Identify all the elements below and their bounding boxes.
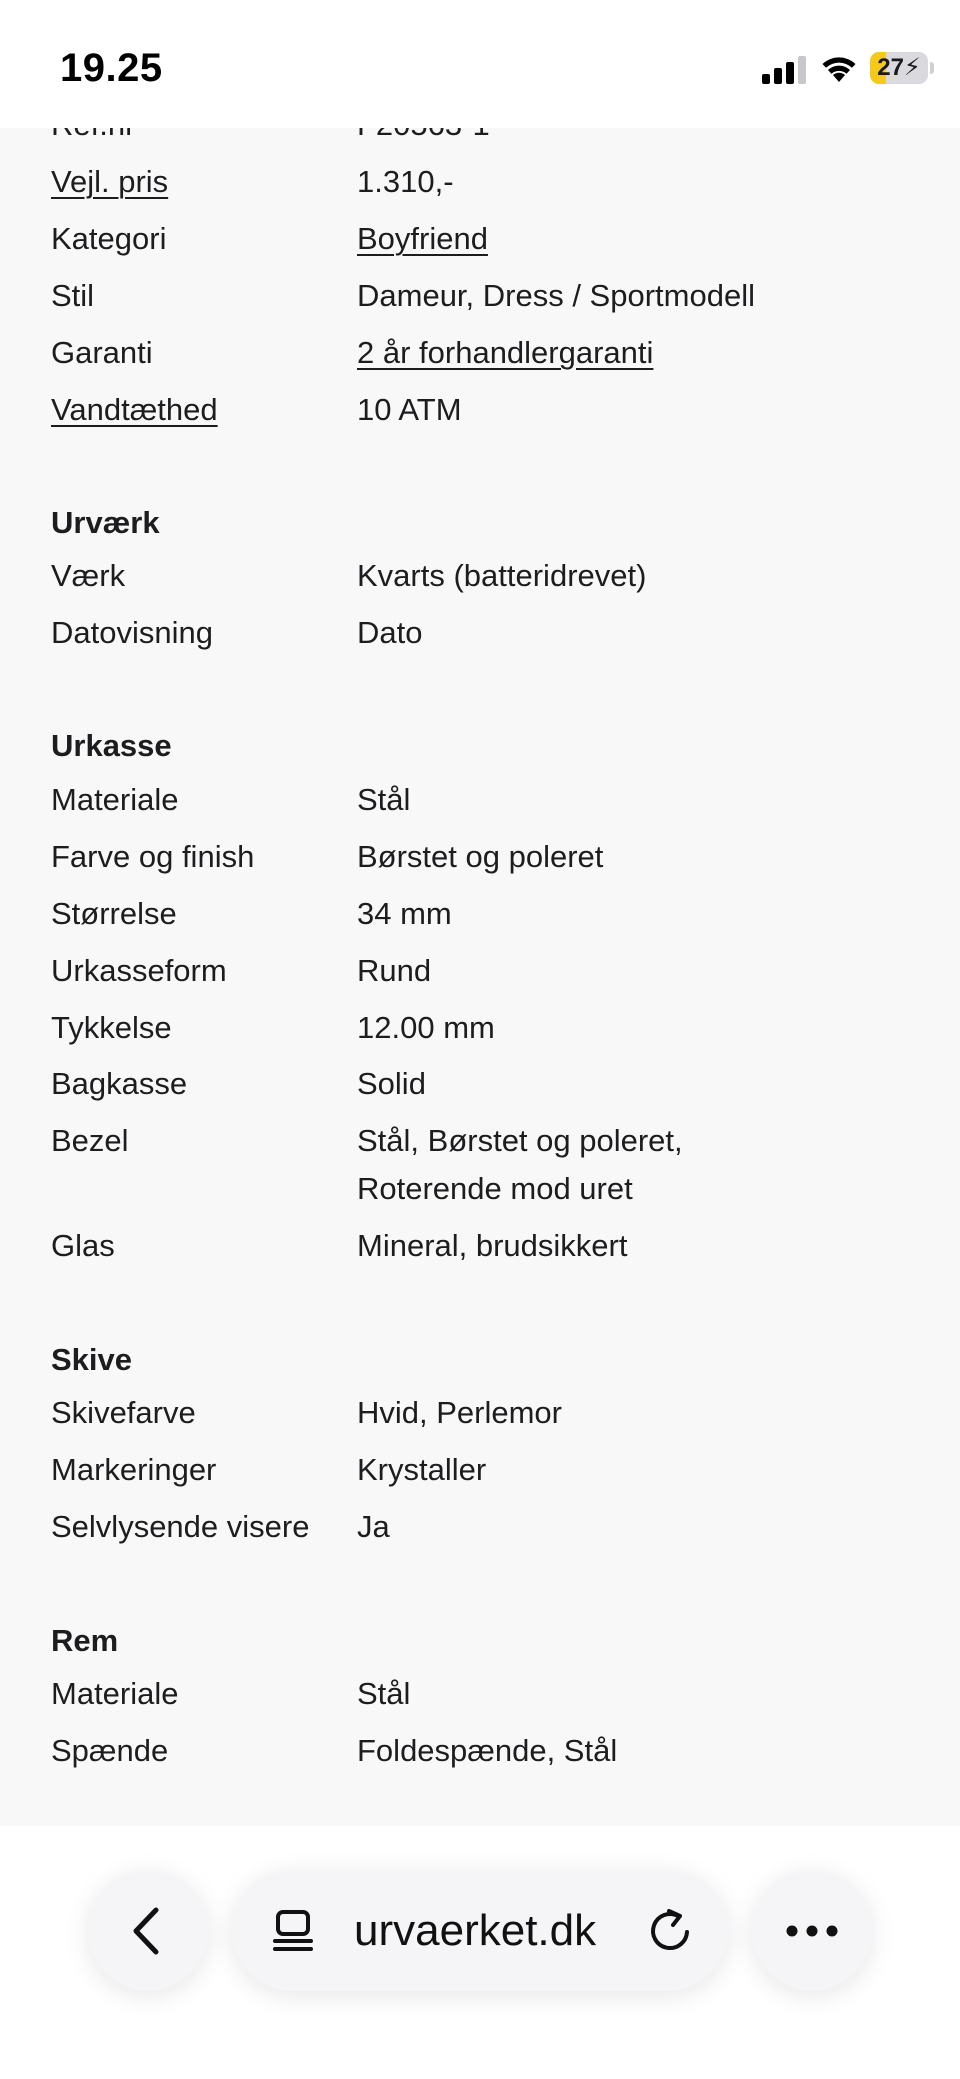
spec-label: Tykkelse <box>51 1010 172 1045</box>
spec-value: 12.00 mm <box>357 1010 495 1045</box>
spec-value: Solid <box>357 1066 426 1101</box>
spec-value: Stål <box>357 782 411 817</box>
spec-label: Markeringer <box>51 1452 217 1487</box>
spec-value: Børstet og poleret <box>357 839 604 874</box>
status-time: 19.25 <box>60 46 163 90</box>
spec-label: Urkasseform <box>51 953 227 988</box>
charging-bolt-icon: ⚡ <box>903 54 921 81</box>
status-bar <box>0 0 960 128</box>
more-dots-icon <box>786 1925 838 1937</box>
water-resistance-link[interactable]: Vandtæthed <box>51 392 218 427</box>
spec-label: Farve og finish <box>51 839 255 874</box>
spec-label: Selvlysende visere <box>51 1509 310 1544</box>
spec-value: Hvid, Perlemor <box>357 1395 562 1430</box>
spec-value: Kvarts (batteridrevet) <box>357 558 647 593</box>
chevron-left-icon <box>131 1906 161 1956</box>
battery-indicator <box>870 52 928 84</box>
cellular-signal-icon <box>762 56 806 84</box>
spec-value: Dameur, Dress / Sportmodell <box>357 278 755 313</box>
spec-label: Bagkasse <box>51 1066 188 1101</box>
section-title-strap: Rem <box>51 1623 119 1658</box>
battery-cap <box>930 62 934 74</box>
battery-percentage: 27⚡ <box>877 54 921 81</box>
spec-label: Bezel <box>51 1123 129 1158</box>
spec-label: Glas <box>51 1228 115 1263</box>
wifi-icon <box>818 52 860 84</box>
spec-value: Stål, Børstet og poleret, <box>357 1123 683 1158</box>
spec-label: Materiale <box>51 1676 179 1711</box>
browser-toolbar <box>0 1826 960 2079</box>
url-text: urvaerket.dk <box>354 1906 597 1955</box>
price-info-link[interactable]: Vejl. pris <box>51 164 169 199</box>
warranty-link[interactable]: 2 år forhandlergaranti <box>357 335 654 370</box>
spec-label: Garanti <box>51 335 153 370</box>
spec-value: Rund <box>357 953 432 988</box>
spec-label: Skivefarve <box>51 1395 196 1430</box>
page-menu-icon <box>272 1909 314 1953</box>
more-options-button[interactable] <box>752 1871 872 1991</box>
spec-value: 1.310,- <box>357 164 454 199</box>
spec-label: Materiale <box>51 782 179 817</box>
spec-label: Størrelse <box>51 896 177 931</box>
spec-label: Spænde <box>51 1733 169 1768</box>
reload-icon[interactable] <box>648 1908 692 1954</box>
spec-value: Ja <box>357 1509 390 1544</box>
spec-value: Mineral, brudsikkert <box>357 1228 628 1263</box>
address-bar[interactable] <box>232 1871 728 1991</box>
spec-value: 34 mm <box>357 896 452 931</box>
spec-value: Foldespænde, Stål <box>357 1733 618 1768</box>
spec-value: Dato <box>357 615 423 650</box>
spec-value: Krystaller <box>357 1452 487 1487</box>
spec-value: 10 ATM <box>357 392 462 427</box>
spec-label: Værk <box>51 558 126 593</box>
spec-value: Stål <box>357 1676 411 1711</box>
spec-label: Datovisning <box>51 615 213 650</box>
spec-value: Roterende mod uret <box>357 1171 633 1206</box>
section-title-movement: Urværk <box>51 505 160 540</box>
section-title-case: Urkasse <box>51 728 172 763</box>
back-button[interactable] <box>88 1871 208 1991</box>
spec-label: Kategori <box>51 221 167 256</box>
category-link[interactable]: Boyfriend <box>357 221 488 256</box>
spec-label: Stil <box>51 278 95 313</box>
section-title-dial: Skive <box>51 1342 133 1377</box>
